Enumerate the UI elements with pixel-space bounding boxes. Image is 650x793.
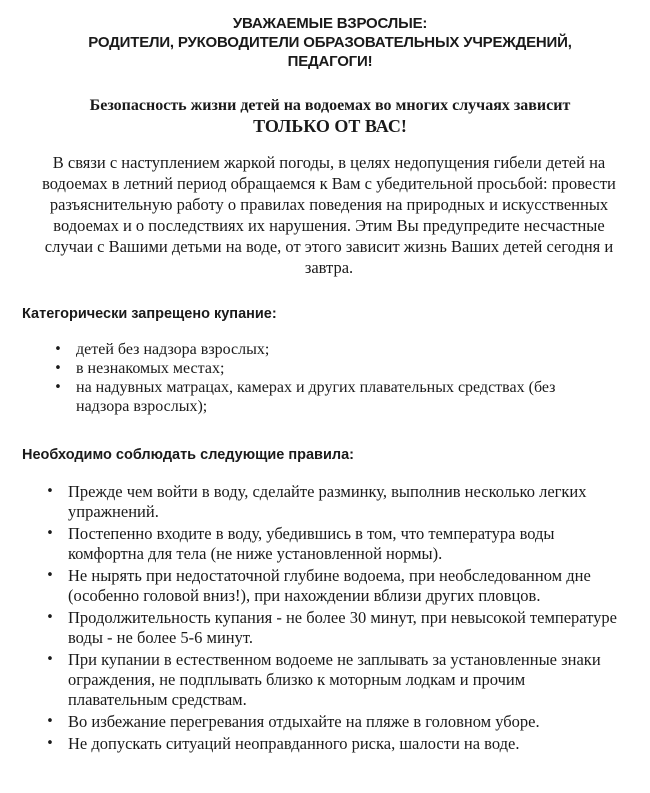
header-line-1: УВАЖАЕМЫЕ ВЗРОСЛЫЕ: [232, 15, 428, 32]
header-line-3: ПЕДАГОГИ! [287, 53, 373, 70]
subtitle-line-2: ТОЛЬКО ОТ ВАС! [253, 116, 407, 136]
list-item [44, 566, 622, 606]
list-item-text: При купании в естественном водоеме не заплывать за установленные знаки ограждения, не подплывать близко к моторным лодкам и прочим плавательным средствам. [68, 650, 601, 709]
list-item-text: Не допускать ситуаций неоправданного риска, шалости на воде. [68, 734, 520, 753]
prohibited-title: Категорически запрещено купание: [22, 306, 277, 322]
list-item [44, 650, 622, 710]
bullet-icon: • [54, 361, 62, 376]
bullet-icon: • [46, 484, 54, 499]
bullet-icon: • [46, 610, 54, 625]
subtitle [40, 96, 620, 136]
bullet-icon: • [46, 526, 54, 541]
list-item [52, 359, 612, 378]
bullet-icon: • [46, 736, 54, 751]
list-item-text: Прежде чем войти в воду, сделайте разминку, выполнив несколько легких упражнений. [68, 482, 587, 521]
bullet-icon: • [54, 342, 62, 357]
header [40, 14, 620, 71]
bullet-icon: • [46, 568, 54, 583]
bullet-icon: • [46, 714, 54, 729]
intro-paragraph: В связи с наступлением жаркой погоды, в целях недопущения гибели детей на водоемах в летний период обращаемся к Вам с убедительной просьбой: провести разъяснительную работу о правилах поведения на природных и искусственных водоемах и о последствиях их нарушения. Этим Вы предупредите несчастные случаи с Вашими детьми на воде, от этого зависит жизнь Ваших детей сегодня и завтра. [42, 153, 616, 277]
list-item-text: Постепенно входите в воду, убедившись в том, что температура воды комфортна для тела (не ниже установленной нормы). [68, 524, 555, 563]
bullet-icon: • [46, 652, 54, 667]
list-item [52, 340, 612, 359]
list-item [44, 608, 622, 648]
list-item-text: детей без надзора взрослых; [76, 341, 270, 358]
list-item [52, 378, 612, 416]
list-item-text: Во избежание перегревания отдыхайте на пляже в головном уборе. [68, 712, 540, 731]
header-line-2: РОДИТЕЛИ, РУКОВОДИТЕЛИ ОБРАЗОВАТЕЛЬНЫХ УЧРЕЖДЕНИЙ, [88, 34, 572, 51]
list-item-text: на надувных матрацах, камерах и других плавательных средствах (без надзора взрослых); [76, 379, 556, 415]
list-item [44, 524, 622, 564]
list-item-text: в незнакомых местах; [76, 360, 225, 377]
rules-title: Необходимо соблюдать следующие правила: [22, 447, 354, 463]
rules-list [44, 482, 622, 756]
list-item-text: Не нырять при недостаточной глубине водоема, при необследованном дне (особенно головой вниз!), при нахождении вблизи других пловцов. [68, 566, 591, 605]
list-item [44, 482, 622, 522]
bullet-icon: • [54, 380, 62, 395]
prohibited-list [52, 340, 612, 416]
list-item-text: Продолжительность купания - не более 30 минут, при невысокой температуре воды - не более 5-6 минут. [68, 608, 618, 647]
subtitle-line-1: Безопасность жизни детей на водоемах во многих случаях зависит [89, 97, 571, 114]
list-item [44, 734, 622, 754]
list-item [44, 712, 622, 732]
